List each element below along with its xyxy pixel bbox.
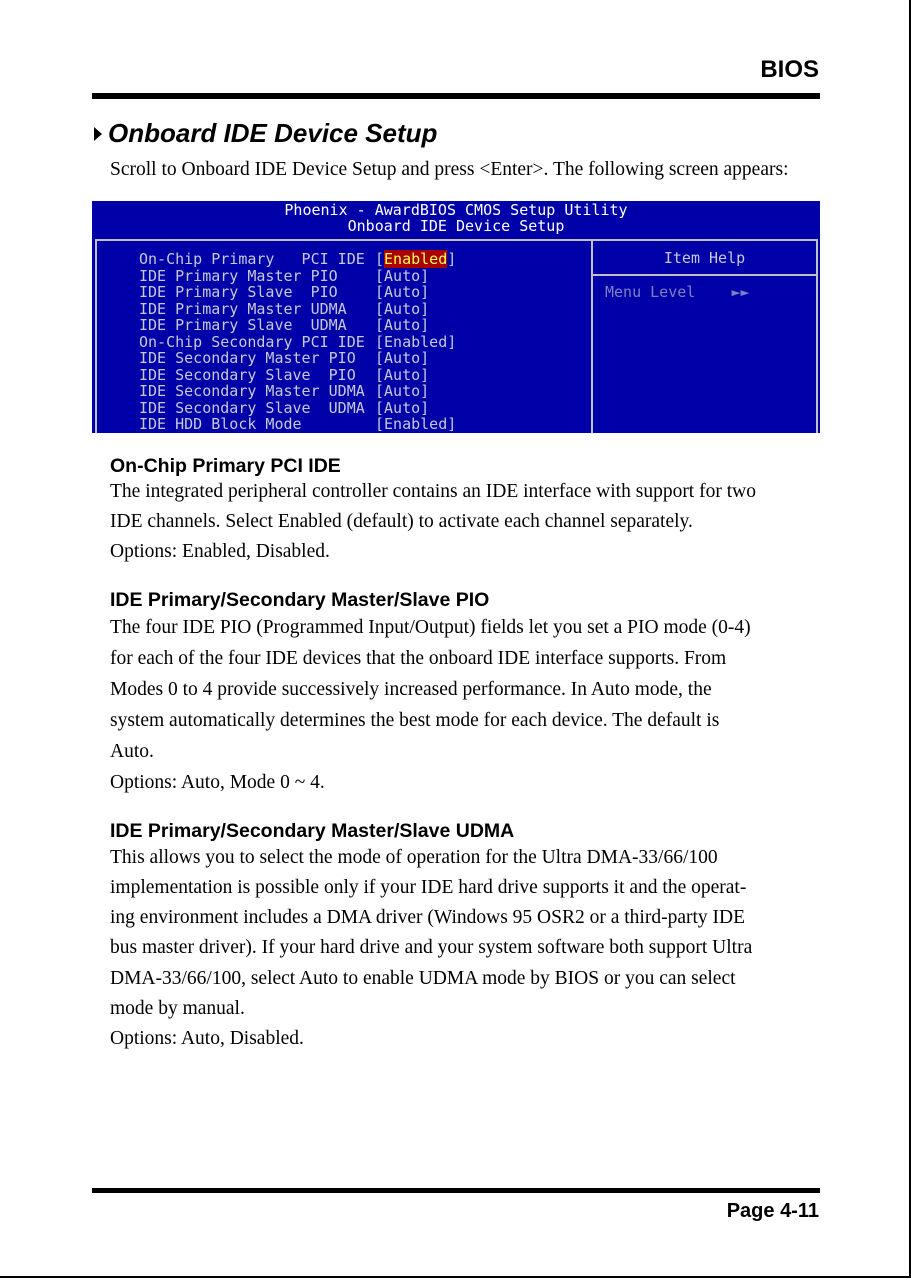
bios-setting-row[interactable] — [139, 367, 456, 384]
bios-setting-value[interactable]: [Auto] — [375, 266, 430, 285]
bios-setting-row[interactable] — [139, 251, 456, 268]
bios-setting-row[interactable] — [139, 301, 456, 318]
description-line: DMA-33/66/100, select Auto to enable UDMA mode by BIOS or you can select — [110, 968, 736, 989]
bios-setting-value-text: Auto — [384, 283, 421, 301]
triangle-bullet-icon — [92, 125, 104, 143]
bios-setting-value-text: Enabled — [384, 415, 448, 433]
bios-setting-label: IDE HDD Block Mode — [139, 415, 302, 433]
bios-setting-value-text: Auto — [384, 398, 421, 417]
bios-setting-value-text: Auto — [384, 299, 421, 318]
header-rule — [92, 93, 820, 99]
bios-setting-value-text: Auto — [384, 382, 421, 400]
description-line: The four IDE PIO (Programmed Input/Output) fields let you set a PIO mode (0-4) — [110, 617, 751, 638]
bios-divider — [591, 241, 593, 433]
description-line: Auto. — [110, 741, 154, 762]
item-help-label: Item Help — [663, 249, 746, 267]
bios-title: Phoenix - AwardBIOS CMOS Setup Utility — [284, 201, 628, 219]
bios-setting-value[interactable]: [Auto] — [375, 349, 430, 367]
description-line: This allows you to select the mode of operation for the Ultra DMA-33/66/100 — [110, 847, 718, 868]
bios-setting-row[interactable] — [139, 383, 456, 400]
bios-setting-value-text: Auto — [384, 316, 421, 334]
description-line: bus master driver). If your hard drive and your system software both support Ultra — [110, 937, 753, 958]
bios-setting-value[interactable]: [Auto] — [375, 283, 430, 301]
description-line: Modes 0 to 4 provide successively increased performance. In Auto mode, the — [110, 679, 712, 700]
bios-setting-label: IDE Primary Master PIO — [139, 266, 338, 285]
bios-setting-value[interactable]: [Enabled] — [375, 415, 457, 433]
bios-setting-value[interactable]: [Enabled] — [375, 332, 457, 351]
bios-setting-label: IDE Secondary Master UDMA — [139, 382, 365, 400]
bios-setting-label: IDE Secondary Slave UDMA — [139, 398, 365, 417]
bios-setting-row[interactable] — [139, 400, 456, 417]
bios-screen — [92, 201, 820, 433]
bios-setting-row[interactable] — [139, 334, 456, 351]
description-heading: IDE Primary/Secondary Master/Slave UDMA — [110, 820, 515, 842]
bios-setting-value-text: Enabled — [384, 332, 448, 351]
bios-setting-value[interactable]: [Auto] — [375, 299, 430, 318]
description-line: Options: Auto, Disabled. — [110, 1028, 304, 1049]
bios-setting-value-text: Auto — [384, 266, 421, 285]
intro-text: Scroll to Onboard IDE Device Setup and press <Enter>. The following screen appears: — [110, 159, 789, 180]
description-line: for each of the four IDE devices that the onboard IDE interface supports. From — [110, 648, 727, 669]
section-title — [92, 118, 437, 149]
bios-setting-row[interactable] — [139, 350, 456, 367]
bios-setting-row[interactable] — [139, 284, 456, 301]
bios-setting-row[interactable] — [139, 317, 456, 334]
page-number: Page 4-11 — [726, 1200, 819, 1222]
bios-setting-label: IDE Primary Slave PIO — [139, 283, 338, 301]
description-heading: On-Chip Primary PCI IDE — [110, 455, 341, 477]
description-line: mode by manual. — [110, 998, 245, 1019]
description-line: implementation is possible only if your IDE hard drive supports it and the operat- — [110, 877, 747, 898]
bios-subtitle: Onboard IDE Device Setup — [347, 217, 565, 235]
bios-setting-label: IDE Secondary Master PIO — [139, 349, 356, 367]
description-line: ing environment includes a DMA driver (Windows 95 OSR2 or a third-party IDE — [110, 907, 746, 928]
description-line: Options: Auto, Mode 0 ~ 4. — [110, 772, 325, 793]
section-title-text: Onboard IDE Device Setup — [108, 118, 438, 148]
bios-panel — [95, 239, 818, 433]
bios-setting-value-text: Enabled — [384, 250, 448, 268]
bios-setting-row[interactable] — [139, 268, 456, 285]
bios-setting-value[interactable]: [Auto] — [375, 398, 430, 417]
footer-rule — [92, 1188, 820, 1193]
bios-setting-label: On-Chip Secondary PCI IDE — [139, 332, 365, 351]
menu-level — [605, 283, 750, 301]
bios-setting-value[interactable]: [Auto] — [375, 382, 430, 400]
bios-setting-label: On-Chip Primary PCI IDE — [139, 250, 365, 268]
description-line: The integrated peripheral controller contains an IDE interface with support for two — [110, 481, 756, 502]
bios-setting-value[interactable]: [Auto] — [375, 316, 430, 334]
description-line: Options: Enabled, Disabled. — [110, 541, 330, 562]
bios-setting-label: IDE Secondary Slave PIO — [139, 365, 356, 384]
bios-setting-value[interactable]: [Enabled] — [375, 250, 457, 268]
menu-level-arrows-icon: ►► — [731, 283, 750, 301]
menu-level-label: Menu Level — [605, 283, 696, 301]
bios-setting-value[interactable]: [Auto] — [375, 365, 430, 384]
bios-setting-label: IDE Primary Master UDMA — [139, 299, 347, 318]
description-line: system automatically determines the best mode for each device. The default is — [110, 710, 720, 731]
bios-help-rule — [593, 274, 816, 276]
bios-setting-label: IDE Primary Slave UDMA — [139, 316, 347, 334]
bios-setting-value-text: Auto — [384, 365, 421, 384]
description-line: IDE channels. Select Enabled (default) to activate each channel separately. — [110, 511, 693, 532]
bios-settings-list — [139, 251, 456, 433]
description-heading: IDE Primary/Secondary Master/Slave PIO — [110, 589, 490, 611]
bios-setting-row[interactable] — [139, 416, 456, 433]
header-title: BIOS — [760, 56, 819, 83]
bios-setting-value-text: Auto — [384, 349, 421, 367]
